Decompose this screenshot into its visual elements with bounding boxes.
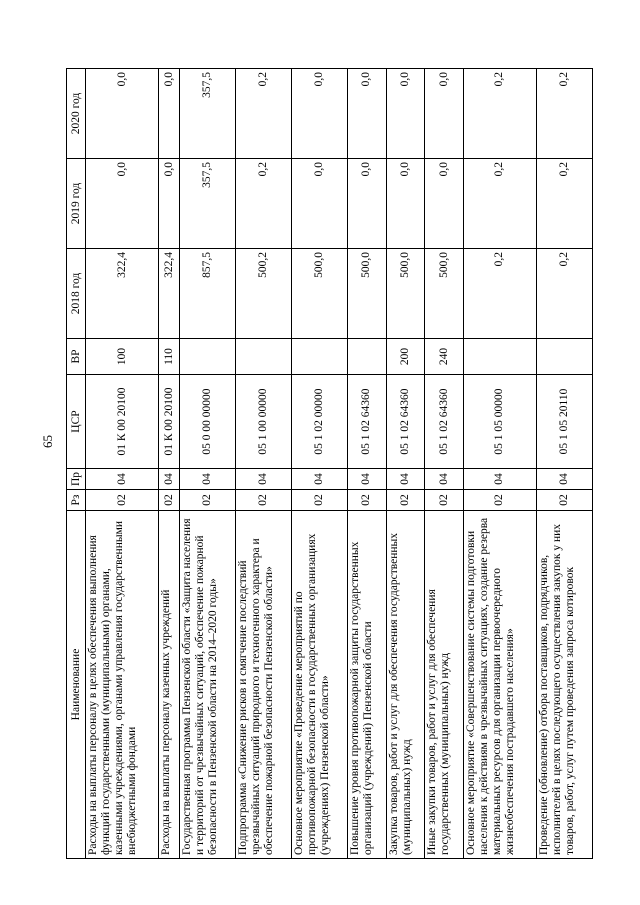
cell-pr: 04 xyxy=(425,469,464,490)
cell-csr: 05 1 02 64360 xyxy=(348,375,387,469)
cell-y2020: 0,0 xyxy=(159,69,180,159)
cell-y2019: 357,5 xyxy=(180,159,236,249)
cell-y2018: 500,2 xyxy=(236,249,292,339)
cell-vr xyxy=(463,339,536,375)
cell-rz: 02 xyxy=(180,490,236,511)
cell-vr xyxy=(180,339,236,375)
cell-vr: 100 xyxy=(86,339,159,375)
cell-y2020: 0,2 xyxy=(463,69,536,159)
cell-y2019: 0,0 xyxy=(425,159,464,249)
table-row xyxy=(180,69,236,859)
cell-rz: 02 xyxy=(159,490,180,511)
cell-name: Повышение уровня противопожарной защиты государственных организаций (учреждений) Пензенской области xyxy=(348,511,387,859)
cell-y2018: 0,2 xyxy=(537,249,593,339)
cell-pr: 04 xyxy=(292,469,348,490)
cell-csr: 05 1 05 20110 xyxy=(537,375,593,469)
cell-rz: 02 xyxy=(386,490,425,511)
cell-rz: 02 xyxy=(425,490,464,511)
cell-rz: 02 xyxy=(537,490,593,511)
cell-y2019: 0,0 xyxy=(86,159,159,249)
cell-y2020: 0,0 xyxy=(386,69,425,159)
cell-csr: 05 1 05 00000 xyxy=(463,375,536,469)
cell-y2020: 0,0 xyxy=(425,69,464,159)
cell-y2019: 0,2 xyxy=(463,159,536,249)
cell-name: Иные закупки товаров, работ и услуг для обеспечения государственных (муниципальных) нужд xyxy=(425,511,464,859)
cell-name: Закупка товаров, работ и услуг для обеспечения государственных (муниципальных) нужд xyxy=(386,511,425,859)
cell-pr: 04 xyxy=(463,469,536,490)
cell-rz: 02 xyxy=(292,490,348,511)
table-row xyxy=(537,69,593,859)
cell-name: Расходы на выплаты персоналу в целях обеспечения выполнения функций государственными (муниципальными) органами, казенными учреждениями, органами управления государственными внебюджетными фондами xyxy=(86,511,159,859)
header-pr: Пр xyxy=(67,469,86,490)
table-body xyxy=(86,69,593,859)
cell-vr: 200 xyxy=(386,339,425,375)
cell-rz: 02 xyxy=(348,490,387,511)
table-row xyxy=(159,69,180,859)
header-2019: 2019 год xyxy=(67,159,86,249)
cell-y2020: 0,2 xyxy=(537,69,593,159)
table-row xyxy=(86,69,159,859)
page-number: 65 xyxy=(40,435,55,448)
header-csr: ЦСР xyxy=(67,375,86,469)
cell-pr: 04 xyxy=(236,469,292,490)
cell-y2020: 0,0 xyxy=(348,69,387,159)
cell-rz: 02 xyxy=(86,490,159,511)
cell-vr xyxy=(236,339,292,375)
cell-vr: 110 xyxy=(159,339,180,375)
cell-name: Основное мероприятие «Проведение мероприятий по противопожарной безопасности в государственных организациях (учреждениях) Пензенской области» xyxy=(292,511,348,859)
cell-name: Государственная программа Пензенской области «Защита населения и территорий от чрезвычайных ситуаций, обеспечение пожарной безопасности в Пензенской области на 2014–2020 годы» xyxy=(180,511,236,859)
cell-csr: 01 К 00 20100 xyxy=(86,375,159,469)
cell-y2018: 322,4 xyxy=(86,249,159,339)
budget-table xyxy=(66,68,593,859)
cell-y2019: 0,0 xyxy=(348,159,387,249)
header-vr: ВР xyxy=(67,339,86,375)
cell-pr: 04 xyxy=(159,469,180,490)
table-row xyxy=(292,69,348,859)
cell-csr: 05 1 00 00000 xyxy=(236,375,292,469)
cell-y2018: 500,0 xyxy=(386,249,425,339)
table-header-row xyxy=(67,69,86,859)
cell-rz: 02 xyxy=(463,490,536,511)
cell-name: Подпрограмма «Снижение рисков и смягчение последствий чрезвычайных ситуаций природного и техногенного характера и обеспечение пожарной безопасности Пензенской области» xyxy=(236,511,292,859)
table-row xyxy=(386,69,425,859)
header-2020: 2020 год xyxy=(67,69,86,159)
table-row xyxy=(236,69,292,859)
cell-name: Расходы на выплаты персоналу казенных учреждений xyxy=(159,511,180,859)
cell-y2020: 0,0 xyxy=(292,69,348,159)
cell-csr: 05 0 00 00000 xyxy=(180,375,236,469)
cell-pr: 04 xyxy=(180,469,236,490)
cell-y2019: 0,0 xyxy=(159,159,180,249)
table-row xyxy=(463,69,536,859)
header-2018: 2018 год xyxy=(67,249,86,339)
cell-csr: 01 К 00 20100 xyxy=(159,375,180,469)
cell-y2018: 500,0 xyxy=(425,249,464,339)
rotated-table-container xyxy=(66,69,593,859)
cell-pr: 04 xyxy=(348,469,387,490)
cell-y2018: 857,5 xyxy=(180,249,236,339)
cell-csr: 05 1 02 00000 xyxy=(292,375,348,469)
cell-pr: 04 xyxy=(86,469,159,490)
cell-csr: 05 1 02 64360 xyxy=(425,375,464,469)
cell-y2019: 0,2 xyxy=(236,159,292,249)
cell-name: Основное мероприятие «Совершенствование системы подготовки населения к действиям в чрезвычайных ситуациях, создание резерва материальных ресурсов для организации первоочередного жизнеобеспечения пострадавшего населения» xyxy=(463,511,536,859)
cell-pr: 04 xyxy=(537,469,593,490)
header-name: Наименование xyxy=(67,511,86,859)
table-row xyxy=(348,69,387,859)
cell-vr: 240 xyxy=(425,339,464,375)
cell-rz: 02 xyxy=(236,490,292,511)
cell-vr xyxy=(348,339,387,375)
table-row xyxy=(425,69,464,859)
cell-y2018: 500,0 xyxy=(348,249,387,339)
cell-y2019: 0,0 xyxy=(386,159,425,249)
cell-y2020: 357,5 xyxy=(180,69,236,159)
cell-name: Проведение (обновление) отбора поставщиков, подрядчиков, исполнителей в целях последующего осуществления закупок у них товаров, работ, услуг путем проведения запроса котировок xyxy=(537,511,593,859)
cell-y2018: 322,4 xyxy=(159,249,180,339)
cell-y2020: 0,0 xyxy=(86,69,159,159)
cell-vr xyxy=(292,339,348,375)
cell-pr: 04 xyxy=(386,469,425,490)
cell-vr xyxy=(537,339,593,375)
cell-csr: 05 1 02 64360 xyxy=(386,375,425,469)
header-rz: Рз xyxy=(67,490,86,511)
cell-y2019: 0,0 xyxy=(292,159,348,249)
cell-y2018: 500,0 xyxy=(292,249,348,339)
cell-y2020: 0,2 xyxy=(236,69,292,159)
cell-y2019: 0,2 xyxy=(537,159,593,249)
cell-y2018: 0,2 xyxy=(463,249,536,339)
